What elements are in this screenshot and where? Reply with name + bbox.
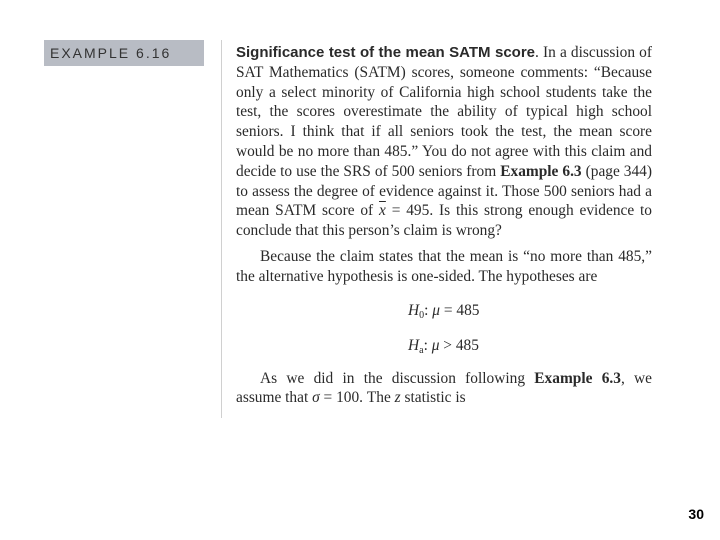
h0-mu: μ [432, 301, 440, 319]
example-title: Significance test of the mean SATM score [236, 44, 536, 61]
example-content [236, 43, 652, 408]
ha-subscript: a [419, 344, 424, 356]
z-symbol: z [394, 389, 401, 407]
paragraph-z-text-c: = 100. The [319, 389, 395, 407]
paragraph-z-text-d: statistic is [400, 389, 466, 407]
h0-symbol: H [408, 301, 420, 319]
x-bar-value: = 495 [385, 202, 430, 220]
h0-colon: : [424, 301, 429, 319]
paragraph-hypothesis-intro: Because the claim states that the mean is “no more than 485,” the alternative hypothesis is one-sided. The hypotheses are [236, 247, 652, 285]
example-reference-2: Example 6.3 [534, 369, 621, 387]
paragraph-claim-text-c: . Is this strong enough evidence to conclude that this person’s claim is wrong? [236, 202, 652, 240]
paragraph-claim-text-a: . In a discussion of SAT Mathematics (SATM) scores, someone comments: “Because only a select minority of California high school students take the test, the scores overestimate the ability of typical high school seniors. I think that if all seniors took the test, the mean score would be no more than 485.” You do not agree with this claim and decide to use the SRS of 500 seniors from [236, 44, 653, 180]
example-label [44, 40, 204, 66]
ha-relation: > 485 [439, 336, 479, 354]
h0-relation: = 485 [440, 301, 480, 319]
null-hypothesis [408, 301, 652, 320]
h0-subscript: 0 [419, 309, 425, 321]
paragraph-claim [236, 43, 652, 241]
column-divider [221, 40, 222, 418]
example-reference: Example 6.3 [500, 162, 582, 180]
paragraph-z-text-a: As we did in the discussion following [260, 369, 535, 387]
ha-symbol: H [408, 336, 420, 354]
example-label-text: EXAMPLE 6.16 [50, 45, 172, 61]
page-number: 30 [688, 506, 704, 522]
paragraph-claim-text-b: (page 344) to assess the degree of evidence against it. Those 500 seniors had a mean SATM score of [236, 162, 653, 220]
ha-colon: : [423, 336, 428, 354]
ha-mu: μ [431, 336, 440, 354]
x-bar-symbol: $\overline{x}$ [379, 202, 386, 220]
paragraph-z-statistic [236, 369, 652, 409]
alternative-hypothesis [408, 336, 652, 355]
paragraph-z-text-b: , we assume that [236, 369, 652, 407]
sigma-symbol: σ [312, 389, 320, 407]
